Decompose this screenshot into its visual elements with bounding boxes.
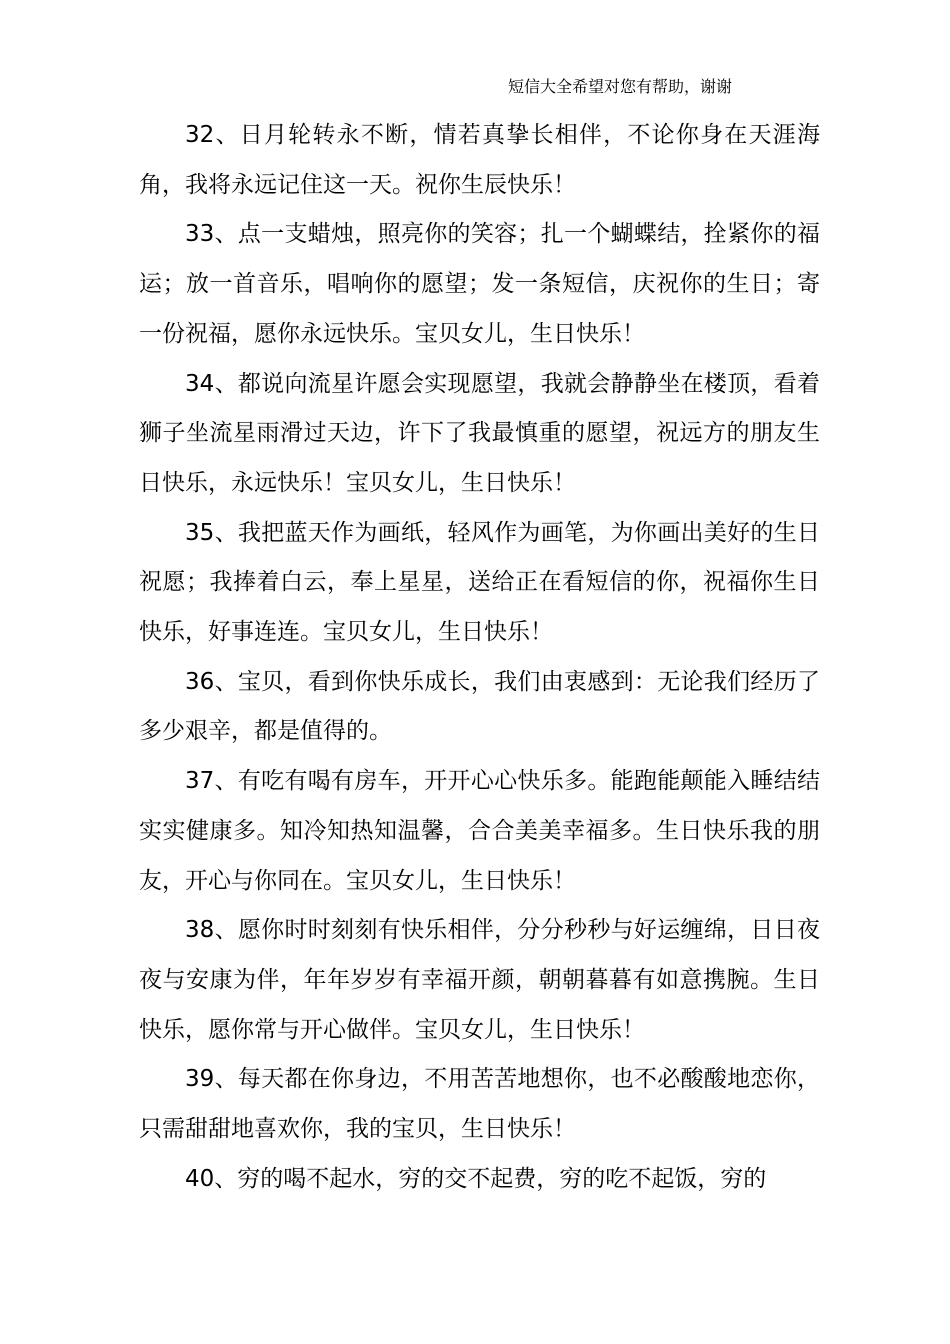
- document-body: [139, 111, 820, 1204]
- paragraph-35: 35、我把蓝天作为画纸，轻风作为画笔，为你画出美好的生日祝愿；我捧着白云，奉上星星，送给正在看短信的你，祝福你生日快乐，好事连连。宝贝女儿，生日快乐！: [139, 519, 820, 646]
- paragraph-33: 33、点一支蜡烛，照亮你的笑容；扎一个蝴蝶结，拴紧你的福运；放一首音乐，唱响你的愿望；发一条短信，庆祝你的生日；寄一份祝福，愿你永远快乐。宝贝女儿，生日快乐！: [139, 221, 820, 347]
- paragraph-38: 38、愿你时时刻刻有快乐相伴，分分秒秒与好运缠绵，日日夜夜与安康为伴，年年岁岁有幸福开颜，朝朝暮暮有如意携腕。生日快乐，愿你常与开心做伴。宝贝女儿，生日快乐！: [139, 917, 820, 1043]
- paragraph-40: 40、穷的喝不起水，穷的交不起费，穷的吃不起饭，穷的: [185, 1165, 767, 1192]
- paragraph-34: 34、都说向流星许愿会实现愿望，我就会静静坐在楼顶，看着狮子坐流星雨滑过天边，许下了我最慎重的愿望，祝远方的朋友生日快乐，永远快乐！宝贝女儿，生日快乐！: [139, 370, 820, 496]
- header-note: 短信大全希望对您有帮助，谢谢: [508, 77, 733, 96]
- paragraph-32: 32、日月轮转永不断，情若真挚长相伴，不论你身在天涯海角，我将永远记住这一天。祝你生辰快乐！: [139, 122, 820, 198]
- paragraph-36: 36、宝贝，看到你快乐成长，我们由衷感到：无论我们经历了多少艰辛，都是值得的。: [139, 668, 820, 745]
- paragraph-37: 37、有吃有喝有房车，开开心心快乐多。能跑能颠能入睡结结实实健康多。知冷知热知温馨，合合美美幸福多。生日快乐我的朋友，开心与你同在。宝贝女儿，生日快乐！: [139, 768, 820, 894]
- paragraph-39: 39、每天都在你身边，不用苦苦地想你，也不必酸酸地恋你，只需甜甜地喜欢你，我的宝贝，生日快乐！: [139, 1066, 820, 1143]
